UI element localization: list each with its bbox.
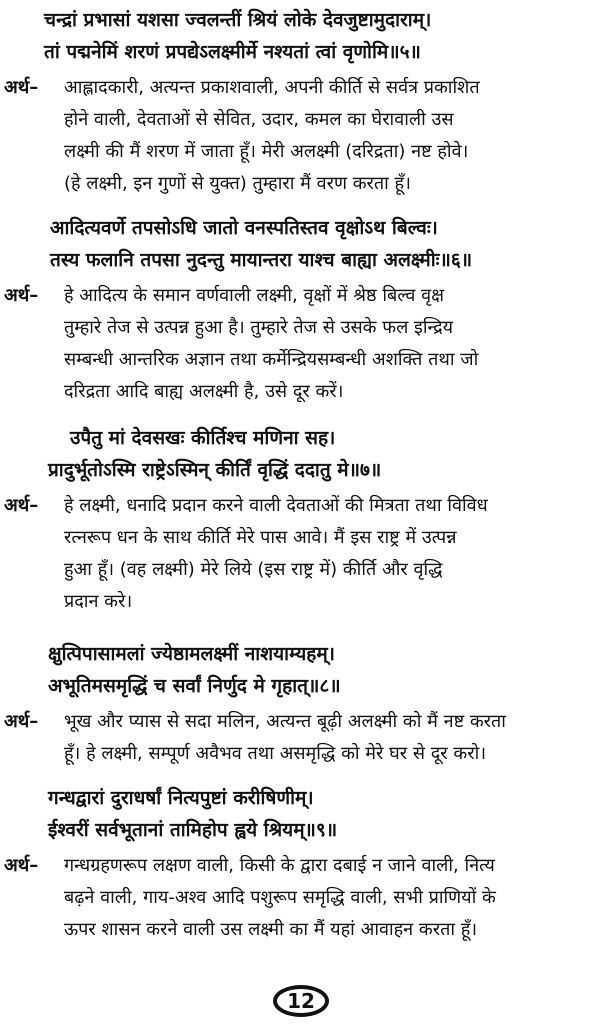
verse-5-shloka [0,4,600,68]
meaning-label: अर्थ– [4,495,39,516]
verse-5-line-1: चन्द्रां प्रभासां यशसा ज्वलन्तीं श्रियं लोके देवजुष्टामुदाराम्। [44,9,432,31]
verse-5-section [0,4,600,200]
verse-9-meaning-line-1: गन्धग्रहणरूप लक्षण वाली, किसी के द्वारा दबाई न जाने वाली, नित्य [64,855,495,876]
verse-6-line-2: तस्य फलानि तपसा नुदन्तु मायान्तरा याश्च बाह्या अलक्ष्मीः॥६॥ [50,249,473,271]
verse-7-shloka [0,422,600,486]
verse-7-line-2: प्रादुर्भूतोऽस्मि राष्ट्रेऽस्मिन् कीर्तिं वृद्धिं ददातु मे॥७॥ [48,459,382,481]
verse-9-line-2: ईश्वरीं सर्वभूतानां तामिहोप ह्वये श्रियम्॥९॥ [48,819,338,841]
verse-6-shloka [0,212,600,276]
verse-9-meaning-line-2: बढ़ने वाली, गाय-अश्व आदि पशुरूप समृद्धि वाली, सभी प्राणियों के [64,887,496,908]
verse-7-meaning [0,490,600,618]
verse-7-section [0,422,600,618]
verse-8-line-2: अभूतिमसमृद्धिं च सर्वां निर्णुद मे गृहात्॥८॥ [48,675,341,697]
verse-8-meaning-line-1: भूख और प्यास से सदा मलिन, अत्यन्त बूढ़ी अलक्ष्मी को मैं नष्ट करता [64,711,506,732]
verse-6-meaning-line-3: सम्बन्धी आन्तरिक अज्ञान तथा कर्मेन्द्रियसम्बन्धी अशक्ति तथा जो [64,349,479,370]
meaning-label: अर्थ– [4,77,39,98]
verse-8-line-1: क्षुत्पिपासामलां ज्येष्ठामलक्ष्मीं नाशयाम्यहम्। [48,643,335,665]
verse-9-section [0,782,600,946]
page-number: 12 [273,985,329,1017]
verse-6-section [0,212,600,408]
verse-8-meaning [0,706,600,770]
verse-6-meaning-line-2: तुम्हारे तेज से उत्पन्न हुआ है। तुम्हारे तेज से उसके फल इन्द्रिय [64,317,454,338]
verse-9-meaning [0,850,600,946]
meaning-label: अर्थ– [4,711,39,732]
verse-5-meaning-line-1: आह्लादकारी, अत्यन्त प्रकाशवाली, अपनी कीर्ति से सर्वत्र प्रकाशित [64,77,480,98]
verse-5-meaning-line-2: होने वाली, देवताओं से सेवित, उदार, कमल का घेरावाली उस [64,109,454,130]
verse-6-meaning-line-4: दरिद्रता आदि बाह्य अलक्ष्मी है, उसे दूर करें। [64,381,344,402]
verse-6-meaning-line-1: हे आदित्य के समान वर्णवाली लक्ष्मी, वृक्षों में श्रेष्ठ बिल्व वृक्ष [64,285,445,306]
verse-7-meaning-line-1: हे लक्ष्मी, धनादि प्रदान करने वाली देवताओं की मित्रता तथा विविध [64,495,488,516]
verse-9-shloka [0,782,600,846]
verse-8-section [0,638,600,770]
verse-5-meaning [0,72,600,200]
verse-5-meaning-line-4: (हे लक्ष्मी, इन गुणों से युक्त) तुम्हारा मैं वरण करता हूँ। [64,173,411,194]
meaning-label: अर्थ– [4,855,39,876]
verse-5-line-2: तां पद्मनेमिं शरणं प्रपद्येऽलक्ष्मीर्मे नश्यतां त्वां वृणोमि॥५॥ [44,41,421,63]
verse-7-meaning-line-4: प्रदान करे। [64,591,133,612]
verse-9-meaning-line-3: ऊपर शासन करने वाली उस लक्ष्मी का मैं यहां आवाहन करता हूँ। [64,919,478,940]
verse-9-line-1: गन्धद्वारां दुराधर्षां नित्यपुष्टां करीषिणीम्। [48,787,314,809]
verse-6-meaning [0,280,600,408]
verse-7-line-1: उपैतु मां देवसखः कीर्तिश्च मणिना सह। [70,427,336,449]
verse-8-meaning-line-2: हूँ। हे लक्ष्मी, सम्पूर्ण अवैभव तथा असमृद्धि को मेरे घर से दूर करो। [64,743,487,764]
meaning-label: अर्थ– [4,285,39,306]
verse-5-meaning-line-3: लक्ष्मी की मैं शरण में जाता हूँ। मेरी अलक्ष्मी (दरिद्रता) नष्ट होवे। [64,141,469,162]
verse-7-meaning-line-3: हुआ हूँ। (वह लक्ष्मी) मेरे लिये (इस राष्ट्र में) कीर्ति और वृद्धि [64,559,443,580]
verse-8-shloka [0,638,600,702]
verse-7-meaning-line-2: रत्नरूप धन के साथ कीर्ति मेरे पास आवे। मैं इस राष्ट्र में उत्पन्न [64,527,457,548]
verse-6-line-1: आदित्यवर्णे तपसोऽधि जातो वनस्पतिस्तव वृक्षोऽथ बिल्वः। [50,217,438,239]
